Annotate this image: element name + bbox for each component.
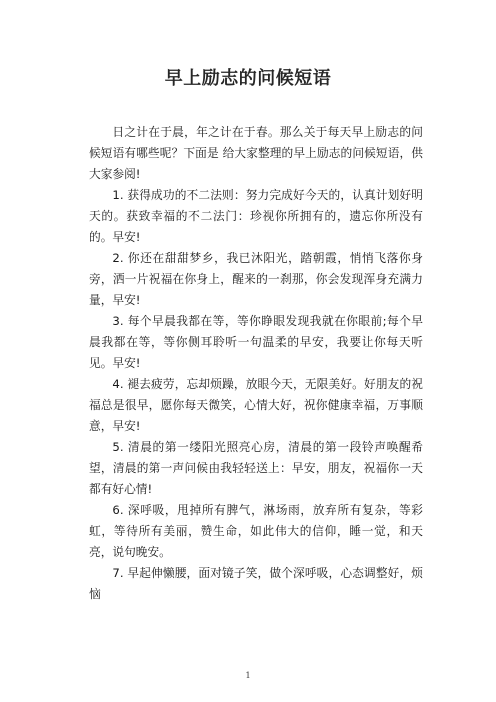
intro-paragraph: 日之计在于晨，年之计在于春。那么关于每天早上励志的问候短语有哪些呢？下面是 给大家整理的早上励志的问候短语，供大家参阅! — [89, 125, 423, 181]
paragraph-6: 6. 深呼吸，甩掉所有脾气，淋场雨，放弃所有复杂，等彩虹，等待所有美丽，赞生命，如此伟大的信仰，睡一觉，和天亮，说句晚安。 — [89, 503, 423, 559]
document-title: 早上励志的问候短语 — [164, 68, 332, 89]
paragraph-4: 4. 褪去疲劳，忘却烦躁，放眼今天，无限美好。好朋友的祝福总是很早，愿你每天微笑，心情大好，祝你健康幸福，万事顺意，早安! — [89, 377, 423, 433]
paragraph-7: 7. 早起伸懒腰，面对镜子笑，做个深呼吸，心态调整好，烦恼 — [89, 566, 423, 601]
document-body — [89, 122, 423, 605]
paragraph-1: 1. 获得成功的不二法则：努力完成好今天的，认真计划好明天的。获致幸福的不二法门：珍视你所拥有的，遗忘你所没有的。早安! — [89, 188, 423, 244]
page-number: 1 — [245, 671, 251, 680]
paragraph-3: 3. 每个早晨我都在等，等你睁眼发现我就在你眼前;每个早晨我都在等，等你侧耳聆听一句温柔的早安，我要让你每天听见。早安! — [89, 314, 423, 370]
paragraph-5: 5. 清晨的第一缕阳光照亮心房，清晨的第一段铃声唤醒希望，清晨的第一声问候由我轻轻送上：早安，朋友，祝福你一天都有好心情! — [89, 440, 423, 496]
paragraph-2: 2. 你还在甜甜梦乡，我已沐阳光，踏朝霞，悄悄飞落你身旁，洒一片祝福在你身上，醒来的一刹那，你会发现浑身充满力量，早安! — [89, 251, 423, 307]
